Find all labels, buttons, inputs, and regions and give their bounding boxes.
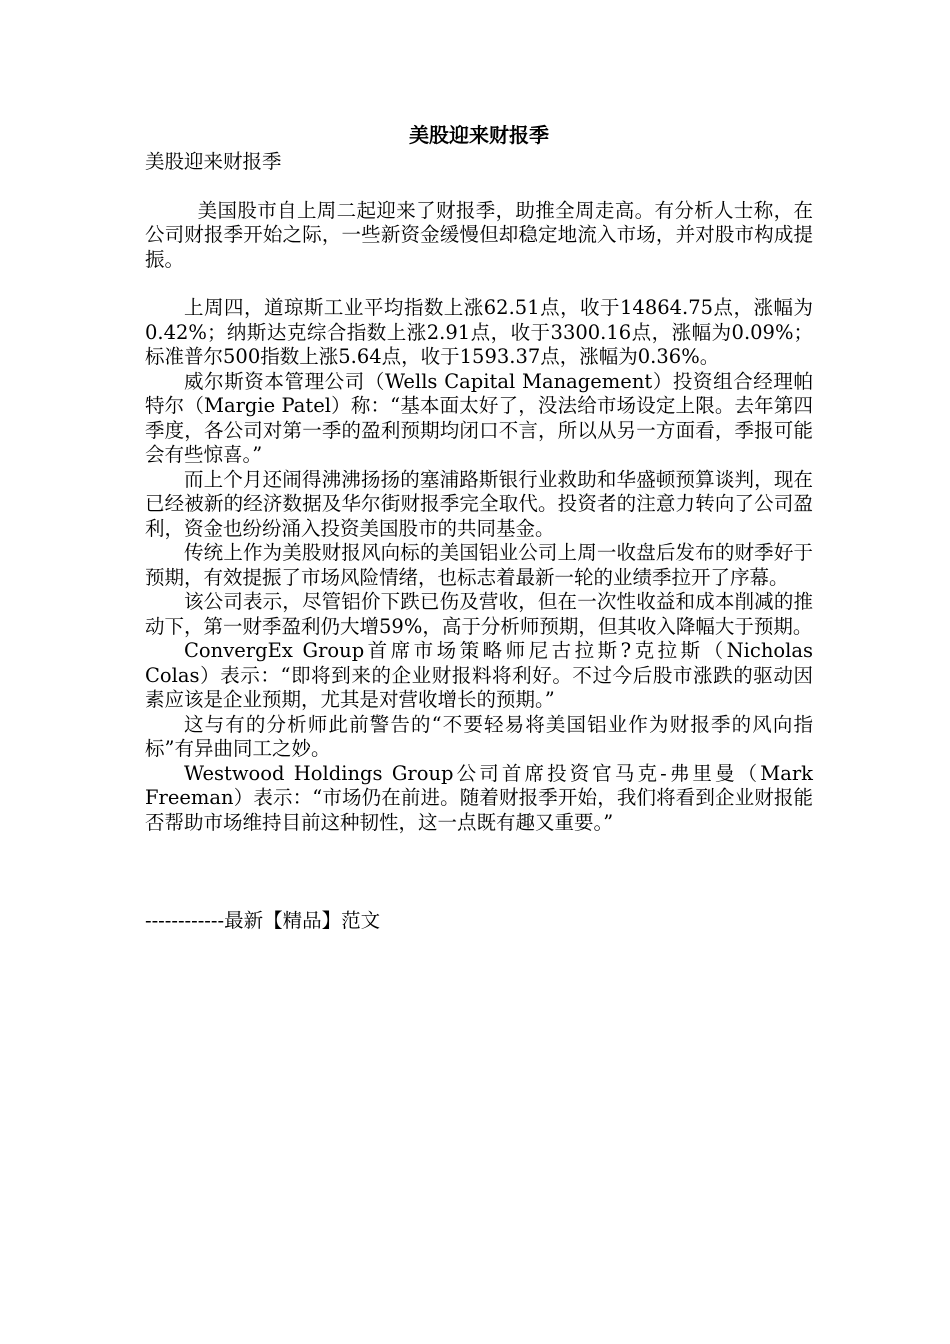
paragraph-convergex: ConvergEx Group首席市场策略师尼古拉斯?克拉斯（Nicholas Colas）表示：“即将到来的企业财报料将利好。不过今后股市涨跌的驱动因素应该是企业预期，尤其是对营收增长的预期。” — [145, 639, 813, 711]
document-title: 美股迎来财报季 — [409, 123, 549, 147]
paragraph-wells-capital: 威尔斯资本管理公司（Wells Capital Management）投资组合经理帕特尔（Margie Patel）称：“基本面太好了，没法给市场设定上限。去年第四季度，各公司对第一季的盈利预期均闭口不言，所以从另一方面看，季报可能会有些惊喜。” — [145, 369, 813, 466]
paragraph-westwood: Westwood Holdings Group公司首席投资官马克-弗里曼（Mark Freeman）表示：“市场仍在前进。随着财报季开始，我们将看到企业财报能否帮助市场维持目前这种韧性，这一点既有趣又重要。” — [145, 761, 813, 834]
paragraph-analyst-warning: 这与有的分析师此前警告的“不要轻易将美国铝业作为财报季的风向指标”有异曲同工之妙。 — [145, 712, 813, 760]
document-subtitle: 美股迎来财报季 — [145, 150, 282, 173]
document-page — [145, 122, 813, 934]
paragraph-alcoa: 传统上作为美股财报风向标的美国铝业公司上周一收盘后发布的财季好于预期，有效提振了市场风险情绪，也标志着最新一轮的业绩季拉开了序幕。 — [145, 541, 813, 589]
paragraph-intro: 美国股市自上周二起迎来了财报季，助推全周走高。有分析人士称，在公司财报季开始之际，一些新资金缓慢但却稳定地流入市场，并对股市构成提振。 — [145, 198, 813, 271]
paragraph-alcoa-earnings: 该公司表示，尽管铝价下跌已伤及营收，但在一次性收益和成本削减的推动下，第一财季盈利仍大增59%，高于分析师预期，但其收入降幅大于预期。 — [145, 590, 813, 638]
paragraph-market-data: 上周四，道琼斯工业平均指数上涨62.51点，收于14864.75点，涨幅为0.42%；纳斯达克综合指数上涨2.91点，收于3300.16点，涨幅为0.09%；标准普尔500指数上涨5.64点，收于1593.37点，涨幅为0.36%。 — [145, 296, 813, 368]
document-footer: ------------最新【精品】范文 — [145, 909, 381, 932]
paragraph-cyprus: 而上个月还闹得沸沸扬扬的塞浦路斯银行业救助和华盛顿预算谈判，现在已经被新的经济数据及华尔街财报季完全取代。投资者的注意力转向了公司盈利，资金也纷纷涌入投资美国股市的共同基金。 — [145, 467, 813, 540]
